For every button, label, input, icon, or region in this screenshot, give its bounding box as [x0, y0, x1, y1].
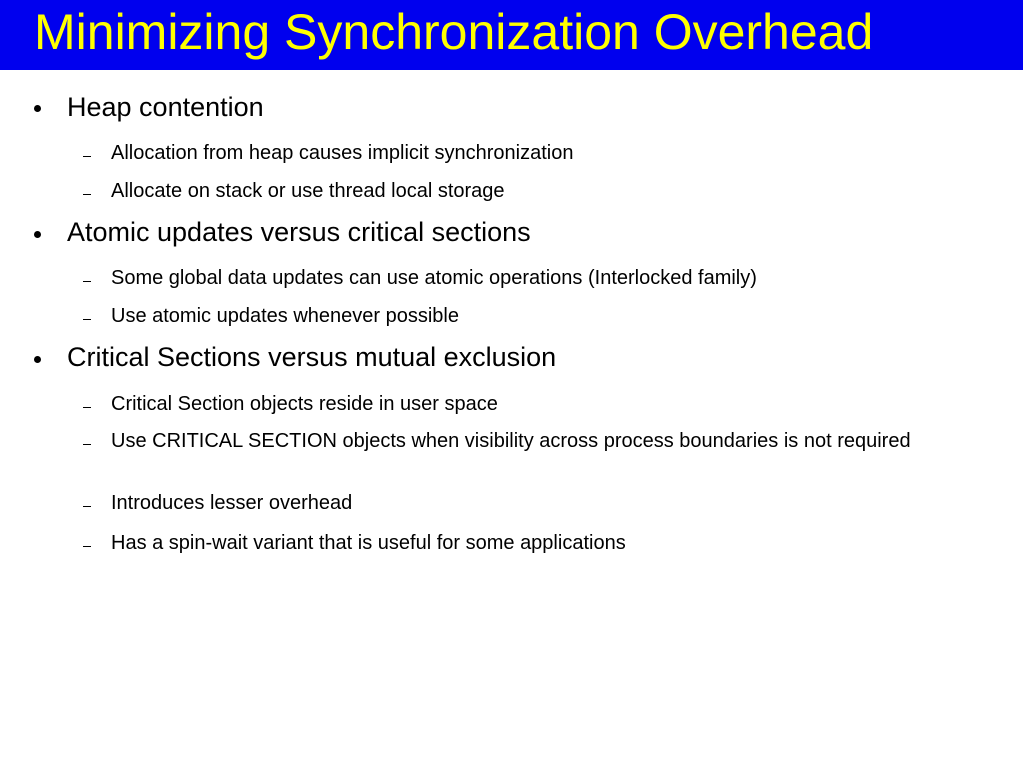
bullet-heading: Heap contention [67, 92, 264, 122]
sub-bullet-dash-icon [83, 156, 91, 157]
sub-bullet-dash-icon [83, 546, 91, 547]
sub-bullet-text: Introduces lesser overhead [111, 492, 353, 514]
bullet-dot-icon [34, 105, 41, 112]
sub-bullet-dash-icon [83, 281, 91, 282]
bullet-heading: Atomic updates versus critical sections [67, 217, 531, 247]
sub-bullet-text: Allocate on stack or use thread local storage [111, 180, 505, 202]
bullet-heading: Critical Sections versus mutual exclusion [67, 342, 557, 372]
sub-bullet-text: Use atomic updates whenever possible [111, 305, 459, 327]
sub-bullet-dash-icon [83, 444, 91, 445]
sub-bullet-text: Allocation from heap causes implicit synchronization [111, 142, 574, 164]
sub-bullet-dash-icon [83, 506, 91, 507]
sub-bullet-text: Has a spin-wait variant that is useful for some applications [111, 532, 626, 554]
sub-bullet-text: Some global data updates can use atomic operations (Interlocked family) [111, 267, 757, 289]
sub-bullet-dash-icon [83, 407, 91, 408]
bullet-dot-icon [34, 356, 41, 363]
sub-bullet-dash-icon [83, 319, 91, 320]
slide-title: Minimizing Synchronization Overhead [34, 4, 874, 60]
sub-bullet-text: Critical Section objects reside in user space [111, 393, 498, 415]
bullet-dot-icon [34, 231, 41, 238]
sub-bullet-dash-icon [83, 194, 91, 195]
sub-bullet-text: Use CRITICAL SECTION objects when visibility across process boundaries is not required [111, 430, 911, 452]
